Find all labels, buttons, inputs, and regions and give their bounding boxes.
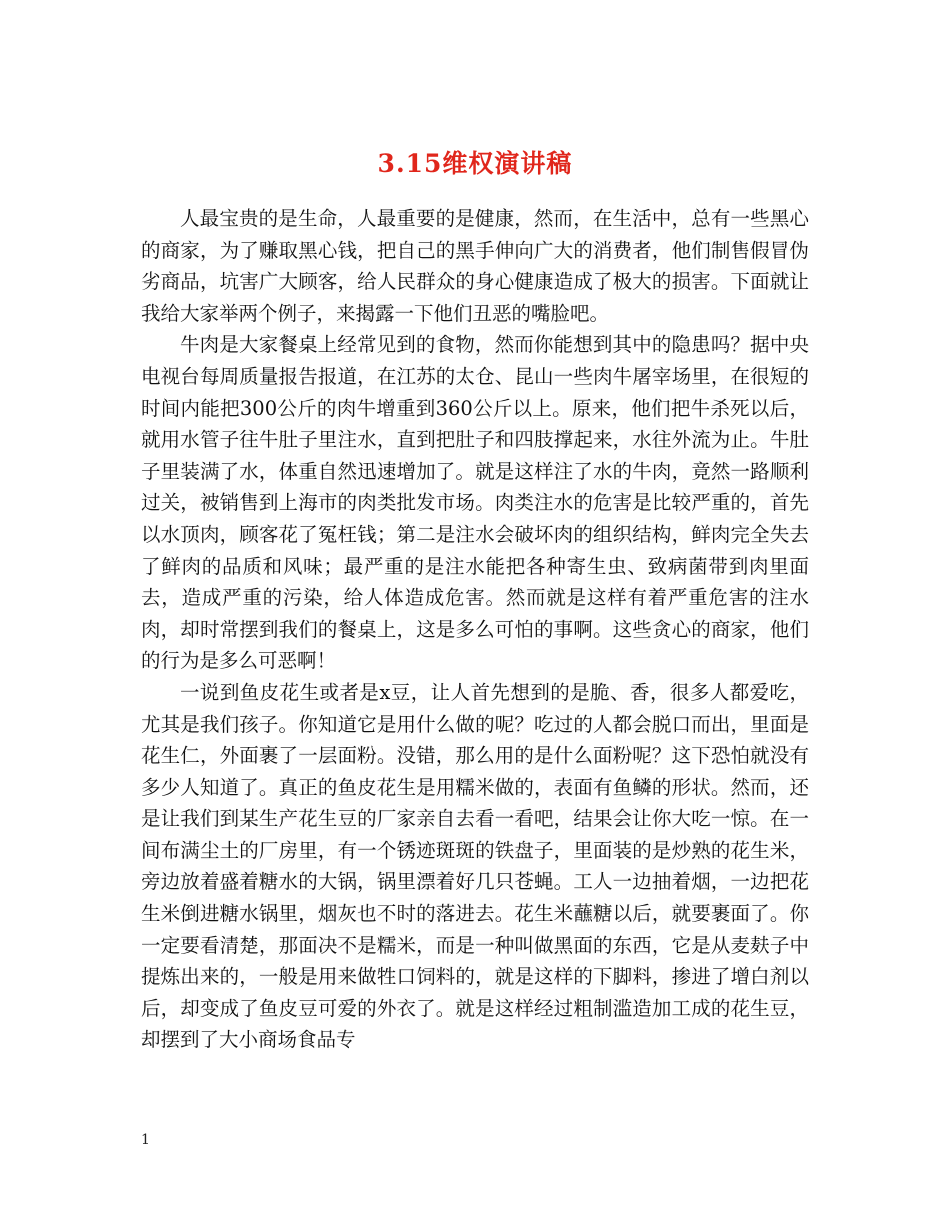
paragraph-intro: 人最宝贵的是生命，人最重要的是健康，然而，在生活中，总有一些黑心的商家，为了赚取黑心钱，把自己的黑手伸向广大的消费者，他们制售假冒伪劣商品，坑害广大顾客，给人民群众的身心健康造成了极大的损害。下面就让我给大家举两个例子，来揭露一下他们丑恶的嘴脸吧。 bbox=[141, 207, 809, 325]
page-number: 1 bbox=[141, 1132, 150, 1148]
document-title: 3.15维权演讲稿 bbox=[377, 148, 573, 178]
document-body bbox=[141, 203, 809, 1056]
paragraph-peanuts: 一说到鱼皮花生或者是x豆，让人首先想到的是脆、香，很多人都爱吃，尤其是我们孩子。你知道它是用什么做的呢？吃过的人都会脱口而出，里面是花生仁，外面裹了一层面粉。没错，那么用的是什么面粉呢？这下恐怕就没有多少人知道了。真正的鱼皮花生是用糯米做的，表面有鱼鳞的形状。然而，还是让我们到某生产花生豆的厂家亲自去看一看吧，结果会让你大吃一惊。在一间布满尘土的厂房里，有一个锈迹斑斑的铁盘子，里面装的是炒熟的花生米，旁边放着盛着糖水的大锅，锅里漂着好几只苍蝇。工人一边抽着烟，一边把花生米倒进糖水锅里，烟灰也不时的落进去。花生米蘸糖以后，就要裹面了。你一定要看清楚，那面决不是糯米，而是一种叫做黑面的东西，它是从麦麸子中提炼出来的，一般是用来做牲口饲料的，就是这样的下脚料，掺进了增白剂以后，却变成了鱼皮豆可爱的外衣了。就是这样经过粗制滥造加工成的花生豆，却摆到了大小商场食品专 bbox=[141, 680, 809, 1052]
paragraph-beef: 牛肉是大家餐桌上经常见到的食物，然而你能想到其中的隐患吗？据中央电视台每周质量报告报道，在江苏的太仓、昆山一些肉牛屠宰场里，在很短的时间内能把300公斤的肉牛增重到360公斤以上。原来，他们把牛杀死以后，就用水管子往牛肚子里注水，直到把肚子和四肢撑起来，水往外流为止。牛肚子里装满了水，体重自然迅速增加了。就是这样注了水的牛肉，竟然一路顺利过关，被销售到上海市的肉类批发市场。肉类注水的危害是比较严重的，首先以水顶肉，顾客花了冤枉钱；第二是注水会破坏肉的组织结构，鲜肉完全失去了鲜肉的品质和风味；最严重的是注水能把各种寄生虫、致病菌带到肉里面去，造成严重的污染，给人体造成危害。然而就是这样有着严重危害的注水肉，却时常摆到我们的餐桌上，这是多么可怕的事啊。这些贪心的商家，他们的行为是多么可恶啊！ bbox=[141, 333, 809, 673]
